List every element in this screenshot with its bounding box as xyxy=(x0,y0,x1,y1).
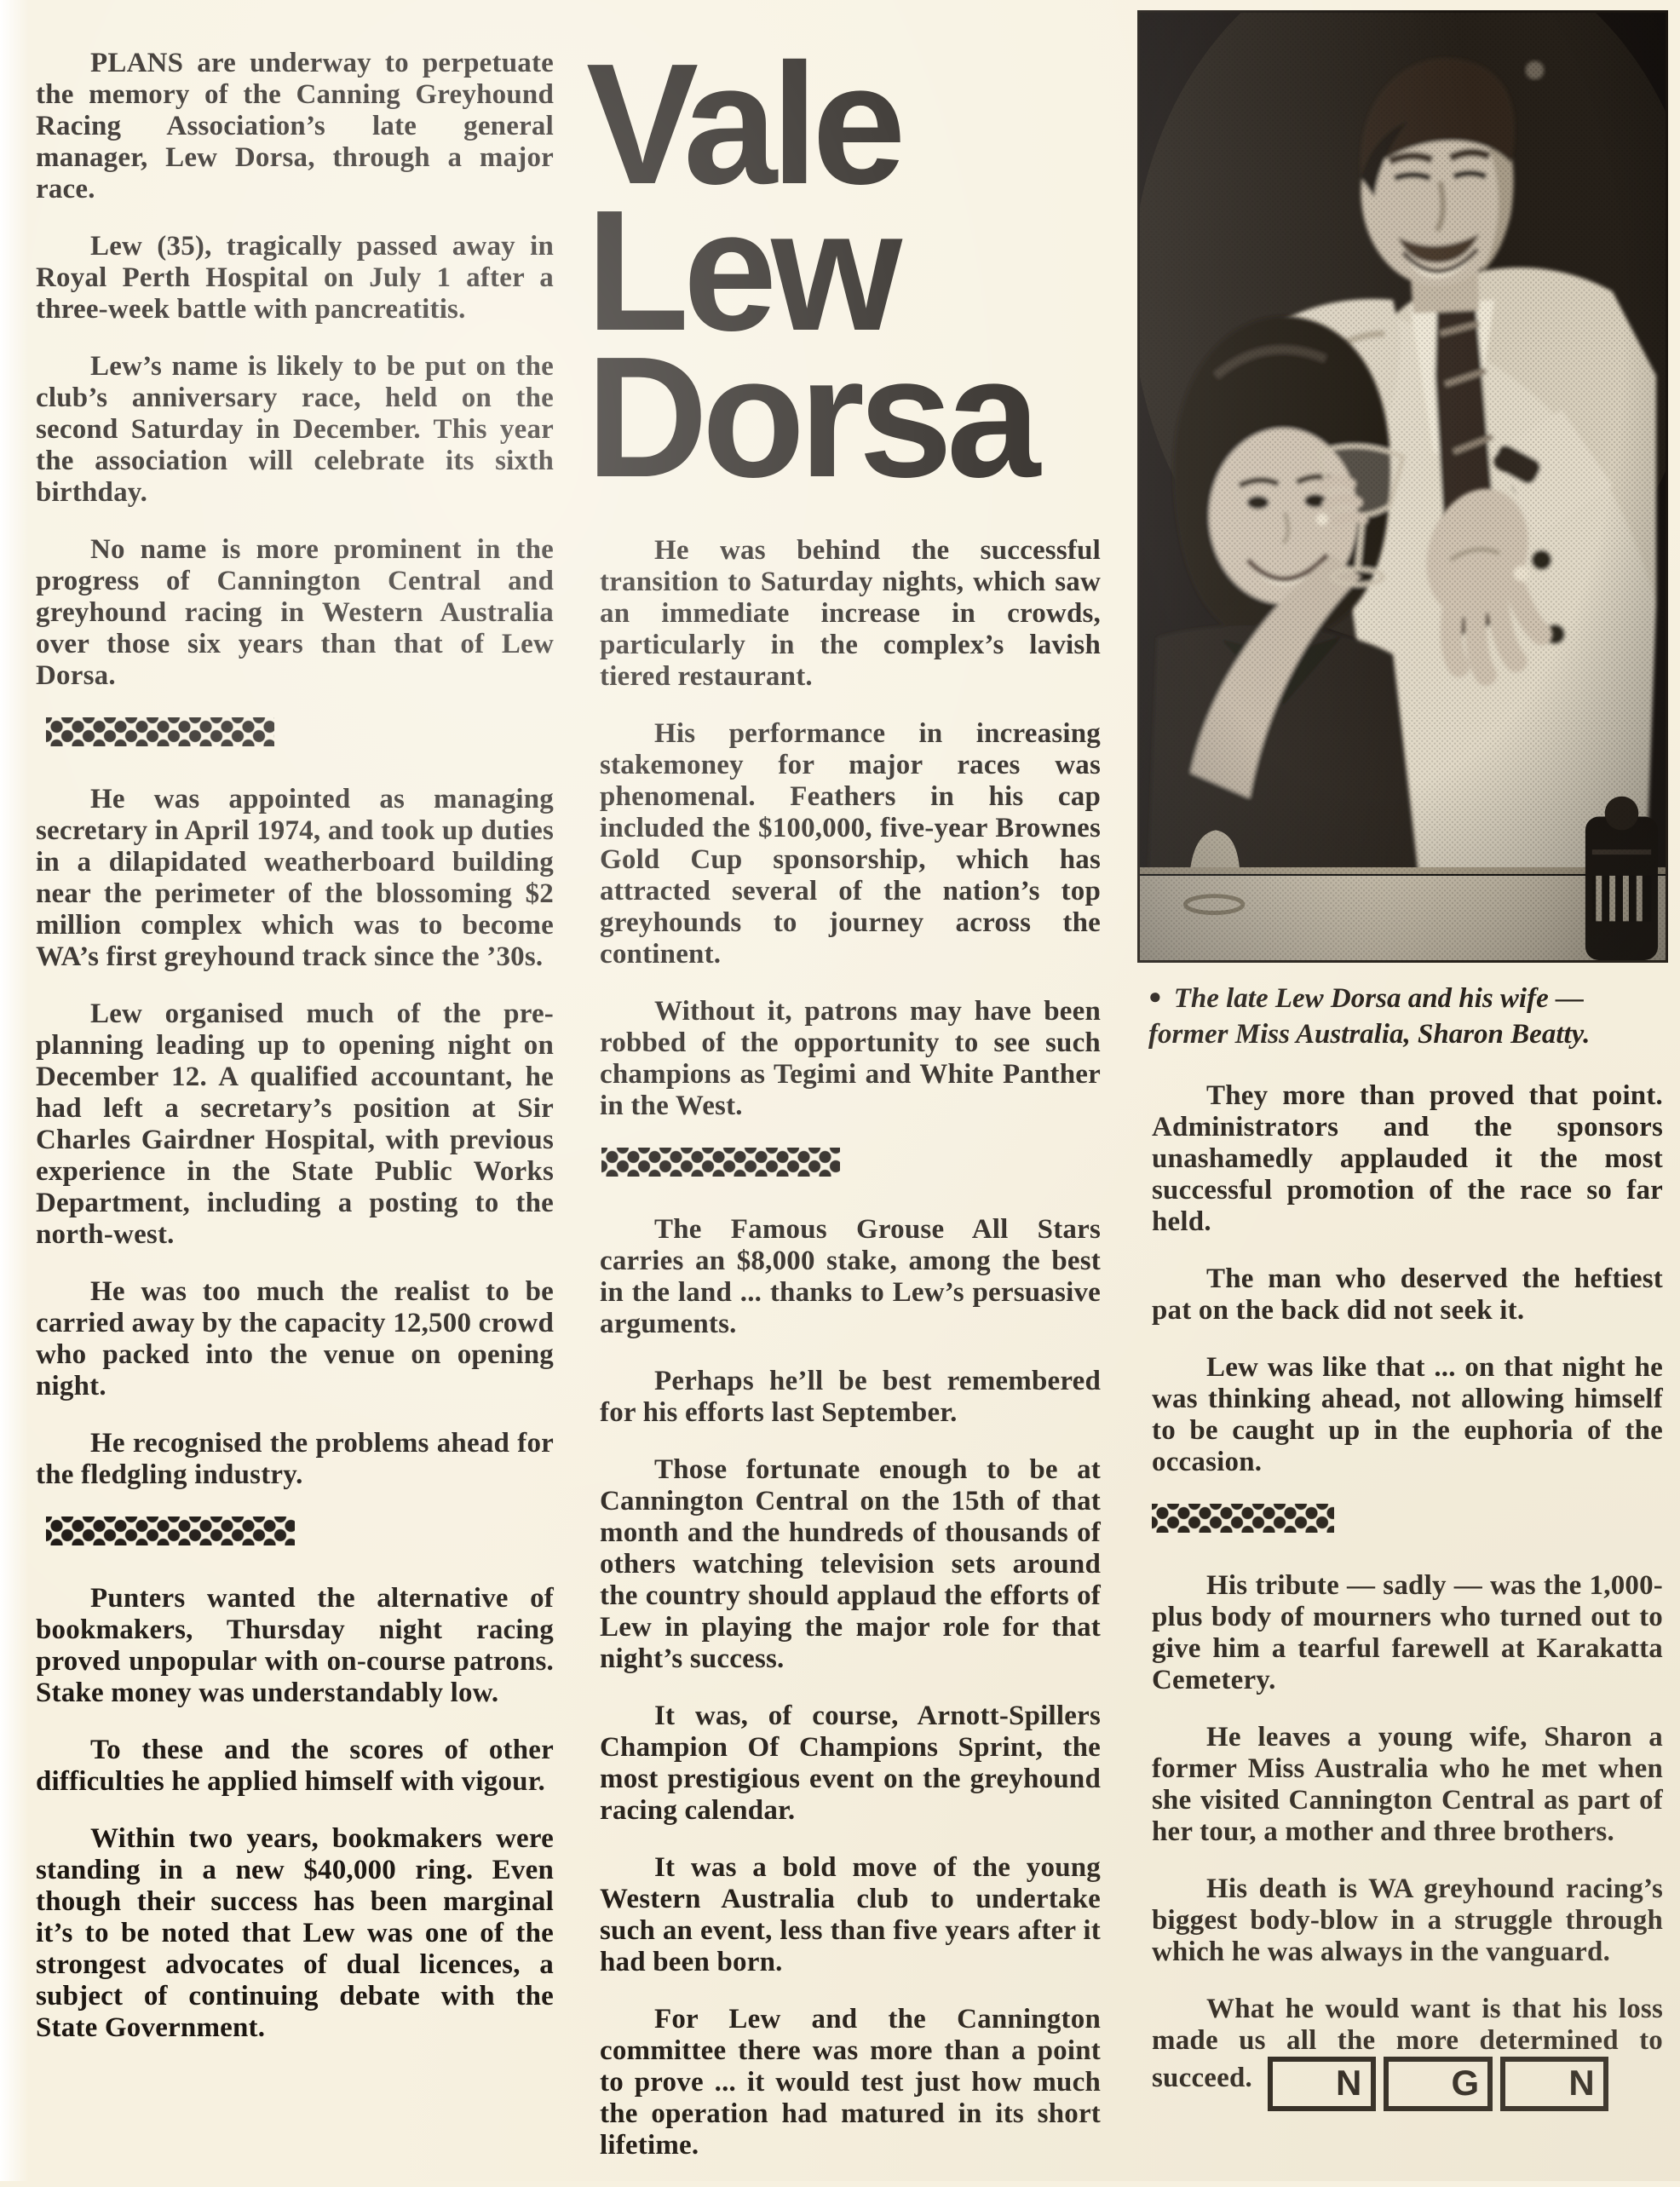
paragraph: Lew’s name is likely to be put on the club’s anniversary race, held on the second Saturday in December. This year the association will celebrate its sixth birthday. xyxy=(36,351,554,508)
middle-column xyxy=(600,535,1101,2187)
paragraph: Lew organised much of the pre-planning leading up to opening night on December 12. A qualified accountant, he had left a secretary’s position at Sir Charles Gairdner Hospital, with previous experience in the State Public Works Department, including a posting to the north-west. xyxy=(36,999,554,1250)
headline-line: Lew xyxy=(586,174,897,366)
paragraph: Perhaps he’ll be best remembered for his efforts last September. xyxy=(600,1366,1101,1428)
paragraph: He leaves a young wife, Sharon a former Miss Australia who he met when she visited Cannington Central as part of her tour, a mother and three brothers. xyxy=(1152,1722,1663,1847)
headline-line: Dorsa xyxy=(586,320,1035,513)
article-headline xyxy=(586,27,1097,513)
ngn-logo xyxy=(1268,2057,1608,2111)
right-column xyxy=(1152,1080,1663,2137)
paragraph: It was a bold move of the young Western Australia club to undertake such an event, less than five years after it had been born. xyxy=(600,1852,1101,1977)
paragraph: He was behind the successful transition to Saturday nights, which saw an immediate increase in crowds, particularly in the complex’s lavish tiered restaurant. xyxy=(600,535,1101,692)
closing-text: What he would want is that his loss made us all the more determined to succeed. xyxy=(1152,1994,1663,2093)
halftone-divider xyxy=(601,1148,840,1177)
paragraph: He recognised the problems ahead for the fledgling industry. xyxy=(36,1428,554,1490)
photo-caption xyxy=(1148,981,1670,1052)
paragraph: His death is WA greyhound racing’s biggest body-blow in a struggle through which he was always in the vanguard. xyxy=(1152,1873,1663,1967)
paragraph: It was, of course, Arnott-Spillers Champion Of Champions Sprint, the most prestigious event on the greyhound racing calendar. xyxy=(600,1701,1101,1826)
paragraph: For Lew and the Cannington committee there was more than a point to prove ... it would test just how much the operation had matured in its short lifetime. xyxy=(600,2004,1101,2161)
paragraph: PLANS are underway to perpetuate the memory of the Canning Greyhound Racing Association’s late general manager, Lew Dorsa, through a major race. xyxy=(36,48,554,204)
left-column xyxy=(36,48,554,2069)
paragraph: He was too much the realist to be carried away by the capacity 12,500 crowd who packed into the venue on opening night. xyxy=(36,1276,554,1401)
paragraph: No name is more prominent in the progress of Cannington Central and greyhound racing in Western Australia over those six years than that of Lew Dorsa. xyxy=(36,534,554,691)
paragraph: The man who deserved the heftiest pat on the back did not seek it. xyxy=(1152,1263,1663,1326)
paragraph: Punters wanted the alternative of bookmakers, Thursday night racing proved unpopular with on-course patrons. Stake money was understandably low. xyxy=(36,1583,554,1708)
paragraph: Within two years, bookmakers were standing in a new $40,000 ring. Even though their success has been marginal it’s to be noted that Lew was one of the strongest advocates of dual licences, a subject of continuing debate with the State Government. xyxy=(36,1823,554,2043)
paragraph: Without it, patrons may have been robbed of the opportunity to see such champions as Tegimi and White Panther in the West. xyxy=(600,996,1101,1121)
paragraph: To these and the scores of other difficulties he applied himself with vigour. xyxy=(36,1735,554,1797)
caption-bullet-icon: ● xyxy=(1148,984,1162,1009)
paragraph: The Famous Grouse All Stars carries an $8,000 stake, among the best in the land ... thanks to Lew’s persuasive arguments. xyxy=(600,1214,1101,1339)
paragraph: He was appointed as managing secretary in April 1974, and took up duties in a dilapidated weatherboard building near the perimeter of the blossoming $2 million complex which was to become WA’s first greyhound track since the ’30s. xyxy=(36,784,554,972)
photo-illustration xyxy=(1140,13,1666,960)
halftone-divider xyxy=(1152,1504,1334,1533)
paragraph: Those fortunate enough to be at Cannington Central on the 15th of that month and the hundreds of thousands of others watching television sets around the country should applaud the efforts of Lew in playing the major role for that night’s success. xyxy=(600,1454,1101,1674)
photo-lew-dorsa-and-wife xyxy=(1137,10,1668,963)
ngn-logo-letter: N xyxy=(1268,2057,1376,2111)
ngn-logo-letter: G xyxy=(1384,2057,1493,2111)
closing-paragraph xyxy=(1152,1994,1663,2111)
paragraph: Lew (35), tragically passed away in Royal Perth Hospital on July 1 after a three-week battle with pancreatitis. xyxy=(36,231,554,325)
ngn-logo-letter: N xyxy=(1500,2057,1608,2111)
headline-line: Vale xyxy=(586,27,900,220)
paragraph: His performance in increasing stakemoney for major races was phenomenal. Feathers in his cap included the $100,000, five-year Brownes Gold Cup sponsorship, which has attracted several of the nation’s top greyhounds to journey across the continent. xyxy=(600,718,1101,970)
caption-text: The late Lew Dorsa and his wife — former Miss Australia, Sharon Beatty. xyxy=(1148,983,1591,1050)
halftone-divider xyxy=(46,717,274,746)
paragraph: His tribute — sadly — was the 1,000-plus body of mourners who turned out to give him a tearful farewell at Karakatta Cemetery. xyxy=(1152,1570,1663,1695)
halftone-divider xyxy=(46,1517,295,1545)
paragraph: They more than proved that point. Administrators and the sponsors unashamedly applauded it the most successful promotion of the race so far held. xyxy=(1152,1080,1663,1237)
paragraph: Lew was like that ... on that night he was thinking ahead, not allowing himself to be caught up in the euphoria of the occasion. xyxy=(1152,1352,1663,1477)
